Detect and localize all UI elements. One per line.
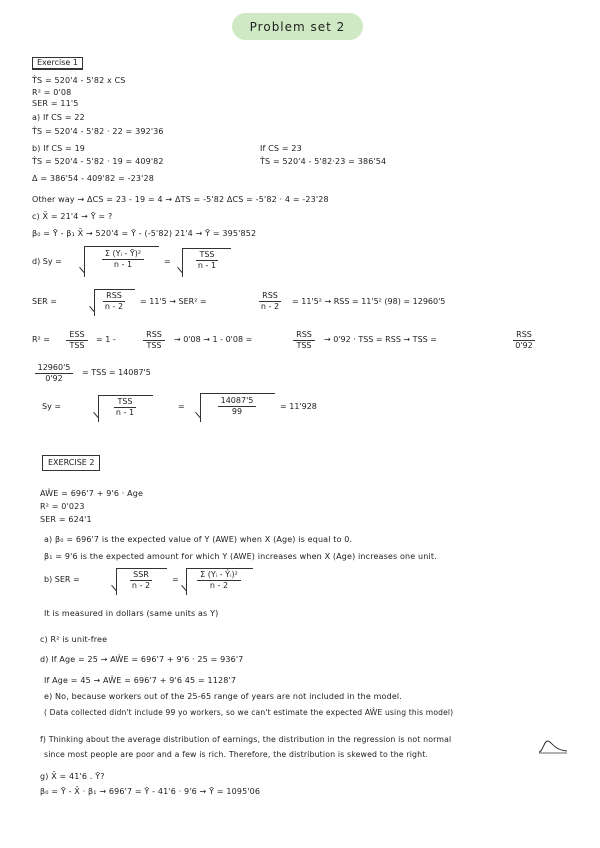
ex1-line: T̂S = 520'4 - 5'82 x CS — [32, 76, 126, 85]
ex1-line: b) If CS = 19 — [32, 144, 86, 153]
ex2-line: It is measured in dollars (same units as Y) — [44, 609, 219, 618]
ex2-line: If Age = 45 → AŴE = 696'7 + 9'6 45 = 1128'7 — [44, 676, 237, 685]
fraction: RSS TSS — [288, 330, 320, 351]
fraction: SSR n - 2 — [131, 570, 151, 590]
fraction: RSS TSS — [138, 330, 170, 351]
ex2-line: R² = 0'023 — [40, 502, 85, 511]
ser-lhs: SER = — [32, 297, 57, 306]
ex2-line: since most people are poor and a few is rich. Therefore, the distribution is skewed to the right. — [44, 750, 429, 759]
ex1-line: T̂S = 520'4 - 5'82 · 22 = 392'36 — [32, 127, 164, 136]
ex2-line: g) X̄ = 41'6 . Ȳ? — [40, 772, 105, 781]
fraction: $\frac{\text{Σ (Yᵢ - Ȳ)²}}{n - 1}$ — [88, 249, 158, 270]
equals-sign: = — [164, 257, 171, 266]
r2-mid: = 1 - — [96, 335, 116, 344]
equals-sign: = — [178, 402, 185, 411]
ex2-line: d) If Age = 25 → AŴE = 696'7 + 9'6 · 25 = 936'7 — [40, 655, 244, 664]
exercise-2-label: EXERCISE 2 — [42, 455, 100, 471]
ex2-line: AŴE = 696'7 + 9'6 · Age — [40, 489, 144, 498]
ex1-line: SER = 11'5 — [32, 99, 79, 108]
ser-rest: = 11'5 → SER² = — [140, 297, 207, 306]
skewed-distribution-sketch — [538, 738, 568, 754]
fraction: ESS TSS — [62, 330, 92, 351]
ex1-line: Δ = 386'54 - 409'82 = -23'28 — [32, 174, 154, 183]
sy-lhs: Sy = — [42, 402, 62, 411]
r2-mid: → 0'92 · TSS = RSS → TSS = — [324, 335, 437, 344]
fraction: RSS n - 2 — [104, 291, 124, 311]
fraction: RSS 0'92 — [508, 330, 540, 351]
fraction: $\frac{14087'5}{99}$ — [202, 396, 272, 417]
fraction: TSS n - 1 — [115, 397, 135, 417]
ex2-line: e) No, because workers out of the 25-65 range of years are not included in the model. — [44, 692, 402, 701]
fraction: RSS n - 2 — [260, 291, 280, 311]
ex1-d-lhs: d) Sy = — [32, 257, 62, 266]
ser-rest: = 11'5² → RSS = 11'5² (98) = 12960'5 — [292, 297, 446, 306]
ex2-line: f) Thinking about the average distribution of earnings, the distribution in the regression is not normal — [40, 735, 452, 744]
r2-mid: → 0'08 → 1 - 0'08 = — [174, 335, 253, 344]
ex1-line: T̂S = 520'4 - 5'82 · 19 = 409'82 — [32, 157, 164, 166]
ex2-line: c) R² is unit-free — [40, 635, 108, 644]
ex2-line: ( Data collected didn't include 99 yo workers, so we can't estimate the expected AŴE using this model) — [44, 708, 454, 717]
ex1-line: T̂S = 520'4 - 5'82·23 = 386'54 — [260, 157, 387, 166]
fraction: TSS n - 1 — [197, 250, 217, 270]
ex2-b-lhs: b) SER = — [44, 575, 80, 584]
ex1-line: β₀ = Ȳ - β₁ X̄ → 520'4 = Ȳ - (-5'82) 21'4 → Ȳ = 395'852 — [32, 229, 257, 238]
fraction: $\frac{\text{Σ (Yᵢ - Ŷᵢ)²}}{n - 2}$ — [188, 570, 250, 591]
ex2-line: β₀ = Ȳ - X̄ · β₁ → 696'7 = Ȳ - 41'6 · 9'6 → Ȳ = 1095'06 — [40, 787, 261, 796]
ex1-line: R² = 0'08 — [32, 88, 72, 97]
ex2-line: a) β₀ = 696'7 is the expected value of Y (AWE) when X (Age) is equal to 0. — [44, 535, 353, 544]
ex1-line: Other way → ΔCS = 23 - 19 = 4 → ΔTS = -5'82 ΔCS = -5'82 · 4 = -23'28 — [32, 195, 329, 204]
ex2-line: SER = 624'1 — [40, 515, 92, 524]
exercise-1-label: Exercise 1 — [32, 57, 83, 70]
equals-sign: = — [172, 575, 179, 584]
page-title: Problem set 2 — [232, 13, 363, 40]
sy-rest: = 11'928 — [280, 402, 317, 411]
r2-lhs: R² = — [32, 335, 51, 344]
fraction: $\frac{12960'5}{0'92}$ — [30, 363, 78, 384]
ex1-line: If CS = 23 — [260, 144, 302, 153]
tss-rest: = TSS = 14087'5 — [82, 368, 151, 377]
ex1-line: a) If CS = 22 — [32, 113, 85, 122]
ex2-line: β₁ = 9'6 is the expected amount for which Y (AWE) increases when X (Age) increases one unit. — [44, 552, 437, 561]
ex1-line: c) X̄ = 21'4 → Ȳ = ? — [32, 212, 113, 221]
